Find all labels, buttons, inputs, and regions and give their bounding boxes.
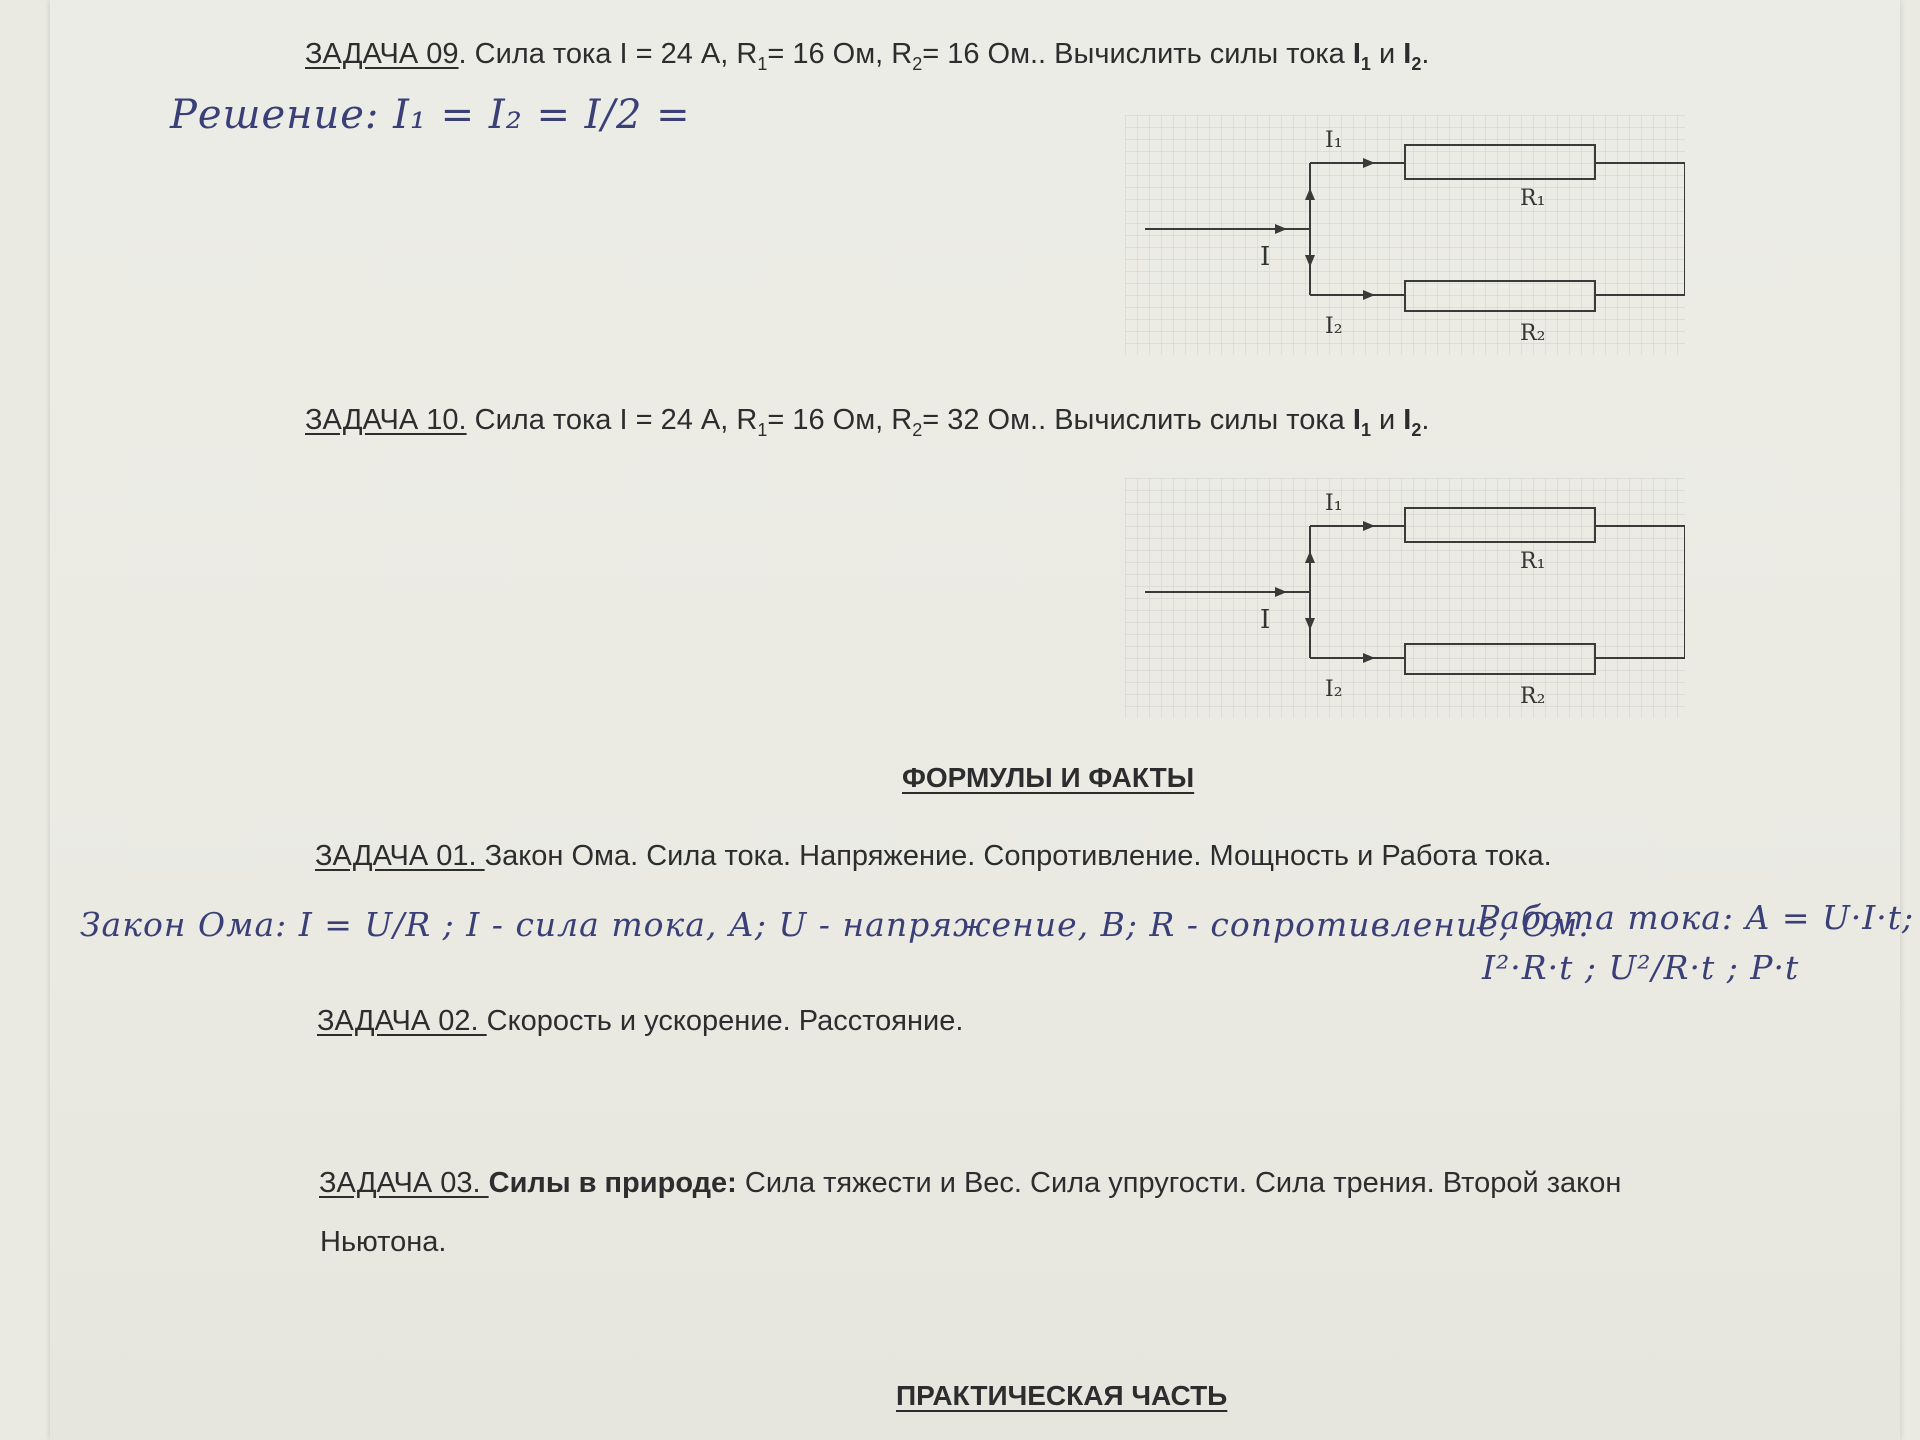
handwritten-work-line-1: Работа тока: A = U·I·t; bbox=[1477, 898, 1915, 937]
sub-2: 2 bbox=[912, 53, 923, 74]
label-r1: R₁ bbox=[1520, 186, 1546, 211]
label-i2: I₂ bbox=[1325, 677, 1343, 702]
label-i1: I₁ bbox=[1325, 128, 1343, 153]
circuit-diagram-09 bbox=[1125, 115, 1685, 355]
handwritten-ohm-law: Закон Ома: I = U/R ; I - сила тока, А; U - напряжение, В; R - сопротивление, Ом. bbox=[80, 905, 1590, 944]
formula-task-01-text: Закон Ома. Сила тока. Напряжение. Сопротивление. Мощность и Работа тока. bbox=[484, 840, 1552, 872]
task-09-line bbox=[305, 38, 1429, 75]
paper-sheet bbox=[50, 0, 1915, 1440]
task-10-line bbox=[305, 404, 1429, 441]
label-r2: R₂ bbox=[1520, 684, 1546, 709]
section-heading-formulas: ФОРМУЛЫ И ФАКТЫ bbox=[902, 762, 1195, 793]
sub-1: 1 bbox=[757, 53, 768, 74]
task-09-and: и bbox=[1370, 38, 1404, 70]
task-10-r2: = 32 Ом.. Вычислить силы тока bbox=[922, 404, 1353, 436]
task-09-r1: = 16 Ом, R bbox=[767, 38, 913, 70]
task-10-and: и bbox=[1370, 404, 1404, 436]
sub-1: 1 bbox=[757, 419, 768, 440]
formula-task-03-continuation: Ньютона. bbox=[320, 1226, 447, 1258]
formula-task-01 bbox=[315, 840, 1552, 873]
sub-1: 1 bbox=[1360, 53, 1371, 74]
task-09-i1: I bbox=[1352, 38, 1361, 70]
formula-task-03-bold: Силы в природе: bbox=[488, 1167, 737, 1199]
label-r1: R₁ bbox=[1520, 549, 1546, 574]
sub-1: 1 bbox=[1360, 419, 1371, 440]
task-09-label: ЗАДАЧА 09 bbox=[305, 38, 459, 70]
label-i1: I₁ bbox=[1325, 491, 1343, 516]
formula-task-03-label: ЗАДАЧА 03. bbox=[319, 1167, 489, 1199]
formula-task-03-text: Сила тяжести и Вес. Сила упругости. Сила трения. Второй закон bbox=[736, 1167, 1622, 1199]
sub-2: 2 bbox=[1411, 419, 1422, 440]
task-10-end: . bbox=[1421, 404, 1430, 436]
label-r2: R₂ bbox=[1520, 321, 1546, 346]
task-10-text: Сила тока I = 24 А, R bbox=[466, 404, 758, 436]
task-10-r1: = 16 Ом, R bbox=[767, 404, 913, 436]
task-09-r2: = 16 Ом.. Вычислить силы тока bbox=[922, 38, 1353, 70]
formula-task-03 bbox=[319, 1167, 1621, 1200]
formula-task-01-label: ЗАДАЧА 01. bbox=[315, 840, 485, 872]
sub-2: 2 bbox=[912, 419, 923, 440]
formula-task-02-label: ЗАДАЧА 02. bbox=[317, 1005, 487, 1037]
formula-task-02 bbox=[317, 1005, 963, 1038]
task-09-text: . Сила тока I = 24 А, R bbox=[458, 38, 758, 70]
formula-task-02-text: Скорость и ускорение. Расстояние. bbox=[486, 1005, 964, 1037]
handwritten-work-line-2: I²·R·t ; U²/R·t ; P·t bbox=[1482, 948, 1800, 987]
label-i2: I₂ bbox=[1325, 314, 1343, 339]
task-09-end: . bbox=[1421, 38, 1430, 70]
task-10-label: ЗАДАЧА 10. bbox=[305, 404, 467, 436]
sub-2: 2 bbox=[1411, 53, 1422, 74]
task-10-i1: I bbox=[1352, 404, 1361, 436]
circuit-diagram-10 bbox=[1125, 478, 1685, 718]
task-10-i2: I bbox=[1403, 404, 1412, 436]
section-heading-practical: ПРАКТИЧЕСКАЯ ЧАСТЬ bbox=[896, 1380, 1228, 1411]
handwritten-solution-09: Решение: I₁ = I₂ = I/2 = bbox=[170, 92, 691, 138]
task-09-i2: I bbox=[1403, 38, 1412, 70]
label-i: I bbox=[1260, 242, 1271, 272]
label-i: I bbox=[1260, 605, 1271, 635]
